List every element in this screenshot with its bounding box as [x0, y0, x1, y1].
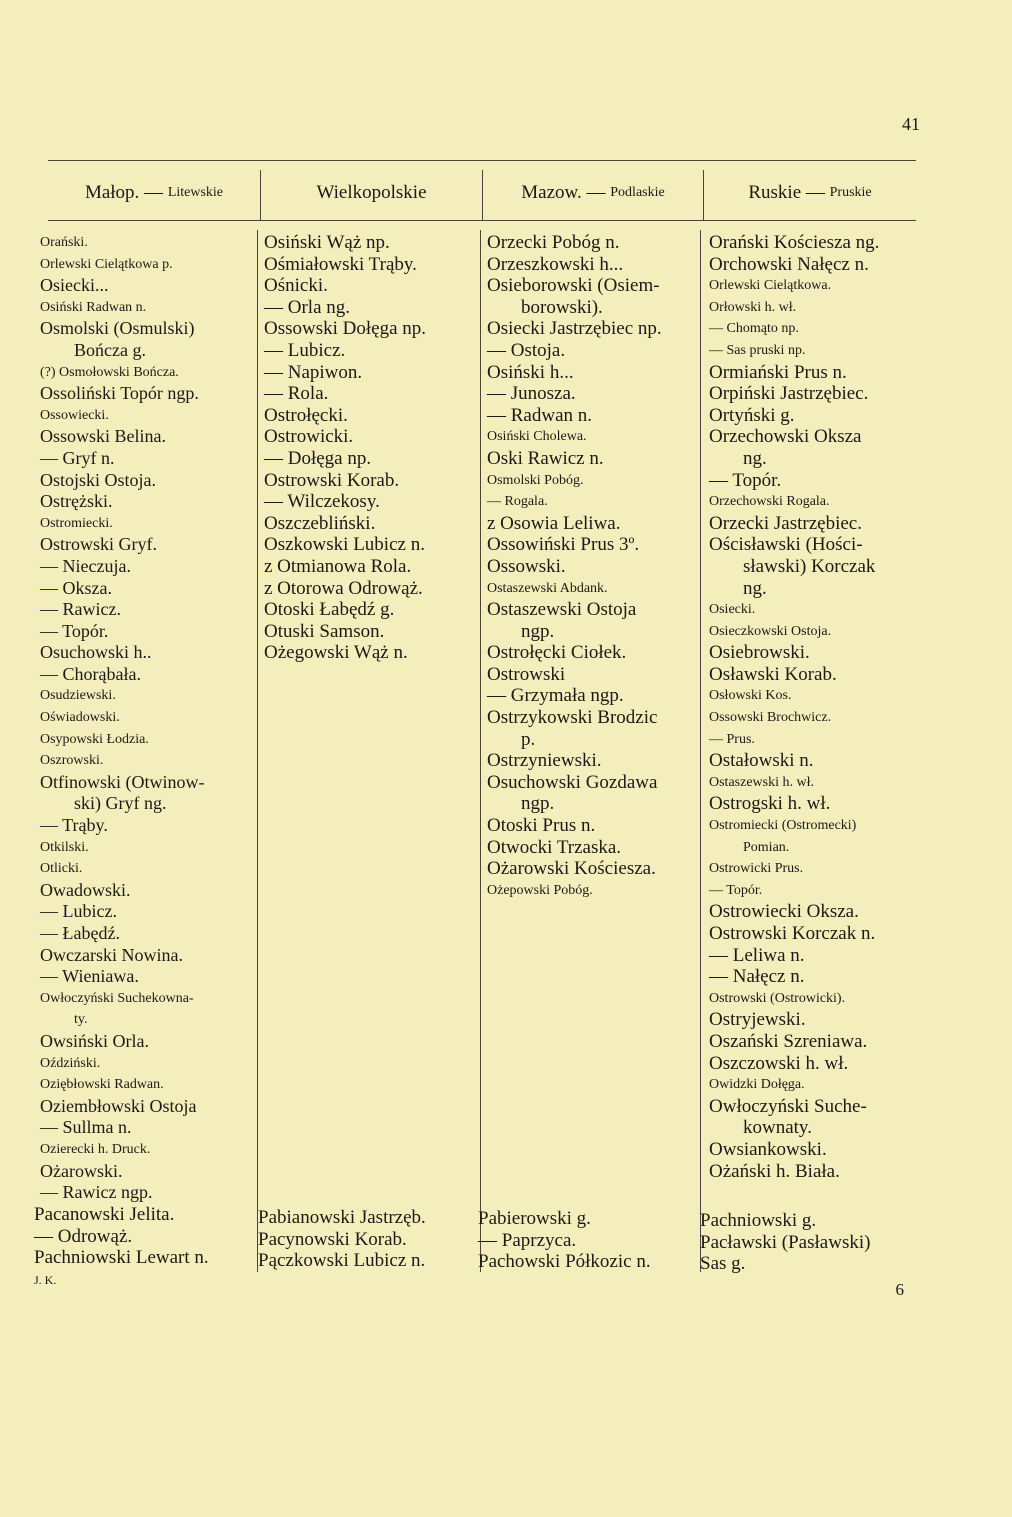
- p-entries-column-1: [34, 1204, 209, 1269]
- entry: Otoski Prus n.: [487, 815, 596, 837]
- entry: Osuchowski Gozdawa: [487, 771, 658, 793]
- entry: — Gryf n.: [40, 447, 115, 468]
- entry: Osypowski Łodzia.: [40, 731, 149, 747]
- entry: — Radwan n.: [487, 404, 593, 426]
- entry: Orzecki Jastrzębiec.: [709, 512, 862, 534]
- entry: Oszański Szreniawa.: [709, 1030, 868, 1052]
- entry: Ossowiecki.: [40, 407, 109, 423]
- entry: Ożański h. Biała.: [709, 1160, 840, 1182]
- entry: Ostryjewski.: [709, 1009, 806, 1031]
- entry: Otwocki Trzaska.: [487, 836, 622, 858]
- entry: — Grzymała ngp.: [487, 685, 624, 707]
- entry: Pacynowski Korab.: [258, 1228, 407, 1250]
- entry: Pabierowski g.: [478, 1208, 591, 1229]
- header-sub: Litewskie: [167, 185, 224, 200]
- entry: — Sas pruski np.: [709, 342, 806, 358]
- entry: — Chomąto np.: [709, 321, 799, 337]
- entry: Ostrzykowski Brodzic: [487, 707, 658, 729]
- header-rule: [48, 220, 916, 221]
- entry: Orchowski Nałęcz n.: [709, 253, 869, 275]
- entry: Ostrężski.: [40, 491, 113, 512]
- entry: — Rawicz ngp.: [40, 1182, 153, 1203]
- entry: Orański Kościesza ng.: [709, 232, 880, 253]
- p-entries-column-3: [478, 1208, 651, 1273]
- entry: Oszczowski h. wł.: [709, 1052, 849, 1074]
- entry: z Otmianowa Rola.: [264, 555, 412, 577]
- entry: — Napiwon.: [264, 361, 363, 383]
- entry: Pabianowski Jastrzęb.: [258, 1207, 426, 1228]
- entry: Otfinowski (Otwinow-: [40, 771, 205, 792]
- header-sub: Pruskie: [829, 185, 872, 200]
- p-entries-column-4: [700, 1210, 870, 1275]
- entry: Ożarowski.: [40, 1160, 123, 1181]
- entry: — Topór.: [40, 620, 109, 641]
- entry: Ostrowski Gryf.: [40, 534, 157, 555]
- entry: — Rola.: [264, 383, 329, 405]
- entry: Osmolski Pobóg.: [487, 472, 584, 488]
- entry: Osiński Wąż np.: [264, 232, 390, 253]
- entry: Pączkowski Lubicz n.: [258, 1250, 426, 1271]
- column-header-1: [48, 168, 260, 218]
- entry: Ossowski Belina.: [40, 426, 166, 447]
- entry: Ossoliński Topór ngp.: [40, 383, 199, 404]
- entry: Owłoczyński Suchekowna-: [40, 990, 194, 1006]
- entry: Ośmiałowski Trąby.: [264, 253, 417, 275]
- entry: Osłowski Kos.: [709, 688, 792, 704]
- entry: Pacanowski Jelita.: [34, 1204, 175, 1225]
- entry: (?) Osmołowski Bończa.: [40, 364, 179, 380]
- entry: Otoski Łabędź g.: [264, 599, 395, 621]
- sheet-number: 6: [895, 1280, 904, 1299]
- entry: — Junosza.: [487, 383, 576, 405]
- entry: Orzeszkowski h...: [487, 253, 624, 275]
- entry: — Nałęcz n.: [709, 966, 805, 988]
- entry: Pomian.: [743, 839, 790, 855]
- entry: Ostaszewski Ostoja: [487, 599, 637, 621]
- entry: Ostrowiecki Oksza.: [709, 901, 859, 923]
- entry: p.: [521, 728, 536, 750]
- entry: Ossowski Brochwicz.: [709, 710, 832, 726]
- entry: Oszkowski Lubicz n.: [264, 534, 425, 556]
- entry: Osiecki...: [40, 275, 109, 296]
- entry: Oszczebliński.: [264, 512, 376, 534]
- entry: Sas g.: [700, 1253, 746, 1274]
- header-main: Mazow. —: [521, 182, 606, 203]
- entry: — Dołęga np.: [264, 447, 372, 469]
- footer-signature: J. K.: [34, 1273, 57, 1287]
- entry: Orlewski Cielątkowa p.: [40, 256, 173, 272]
- column-header-2: [261, 168, 482, 218]
- entry: Ożegowski Wąż n.: [264, 642, 408, 664]
- entry: Orzechowski Rogala.: [709, 494, 830, 510]
- entry: Pachniowski g.: [700, 1210, 817, 1231]
- entry: kownaty.: [743, 1117, 812, 1139]
- entry: ng.: [743, 577, 767, 599]
- entry: Ostrołęcki.: [264, 404, 348, 426]
- entry: Oski Rawicz n.: [487, 447, 604, 469]
- entry: Orzecki Pobóg n.: [487, 232, 620, 253]
- entry: Ożepowski Pobóg.: [487, 882, 593, 898]
- entry: — Leliwa n.: [709, 944, 805, 966]
- entry: Orański.: [40, 235, 88, 250]
- entry: Ossowiński Prus 3º.: [487, 534, 640, 556]
- entry: — Rogala.: [487, 494, 548, 510]
- entry: — Odrowąż.: [34, 1225, 133, 1247]
- entry: — Orla ng.: [264, 296, 351, 318]
- entry: Owsiński Orla.: [40, 1030, 149, 1051]
- header-main: Ruskie —: [748, 182, 825, 203]
- entry: Osmolski (Osmulski): [40, 318, 195, 339]
- entry: Ostrowicki Prus.: [709, 861, 804, 877]
- entry: Ostrowicki.: [264, 426, 354, 448]
- header-main: Wielkopolskie: [316, 182, 427, 203]
- entry: — Wilczekosy.: [264, 491, 380, 513]
- entry: Bończa g.: [74, 339, 146, 360]
- column-divider: [480, 230, 481, 1272]
- entry: — Chorąbała.: [40, 663, 141, 684]
- entry: Osiecki Jastrzębiec np.: [487, 318, 662, 340]
- entries-column-3: [487, 232, 662, 901]
- entry: Ośnicki.: [264, 275, 328, 297]
- entry: Ostrzyniewski.: [487, 750, 602, 772]
- entry: Ozierecki h. Druck.: [40, 1141, 151, 1157]
- entry: Orzechowski Oksza: [709, 426, 862, 448]
- entry: Osiecki.: [709, 602, 756, 618]
- entry: — Oksza.: [40, 577, 112, 598]
- entry: Owidzki Dołęga.: [709, 1077, 805, 1093]
- p-entries-column-2: [258, 1207, 426, 1272]
- entry: Ostałowski n.: [709, 750, 814, 772]
- entry: Orpiński Jastrzębiec.: [709, 383, 869, 405]
- entry: Ostojski Ostoja.: [40, 469, 157, 490]
- entry: — Rawicz.: [40, 599, 121, 620]
- entry: Oświadowski.: [40, 710, 120, 726]
- entry: — Łabędź.: [40, 923, 120, 943]
- entry: — Lubicz.: [264, 339, 346, 361]
- entry: Ostrowski: [487, 663, 566, 685]
- entry: Ossowski.: [487, 555, 566, 577]
- entry: — Wieniawa.: [40, 966, 139, 987]
- entry: Oziembłowski Ostoja: [40, 1095, 197, 1116]
- entry: — Prus.: [709, 731, 755, 747]
- entry: Ostrowski (Ostrowicki).: [709, 990, 846, 1006]
- entry: Pachowski Półkozic n.: [478, 1251, 651, 1272]
- entry: ngp.: [521, 620, 555, 642]
- entries-column-1: [40, 232, 205, 1204]
- entry: Owsiankowski.: [709, 1138, 827, 1160]
- entry: Owczarski Nowina.: [40, 944, 183, 965]
- entry: Pacławski (Pasławski): [700, 1231, 871, 1253]
- entry: — Trąby.: [40, 815, 108, 836]
- entry: — Lubicz.: [40, 901, 117, 922]
- entry: Oziębłowski Radwan.: [40, 1077, 164, 1093]
- header-sub: Podlaskie: [610, 185, 665, 200]
- column-divider: [257, 230, 258, 1272]
- entry: — Paprzyca.: [478, 1229, 577, 1251]
- entry: Ościsławski (Hości-: [709, 534, 863, 556]
- entry: Ostrogski h. wł.: [709, 793, 831, 815]
- entry: sławski) Korczak: [743, 555, 876, 577]
- column-divider: [700, 230, 701, 1272]
- entry: Owadowski.: [40, 879, 131, 900]
- entry: Ożarowski Kościesza.: [487, 858, 656, 880]
- entries-column-2: [264, 232, 426, 664]
- entry: ty.: [74, 1012, 88, 1028]
- entry: Ostrołęcki Ciołek.: [487, 642, 627, 664]
- entry: Osieborowski (Osiem-: [487, 275, 660, 297]
- entry: Ostrowski Korczak n.: [709, 923, 876, 944]
- entry: Osławski Korab.: [709, 663, 837, 685]
- entry: ngp.: [521, 793, 555, 815]
- entry: Osiebrowski.: [709, 642, 810, 664]
- entries-column-4: [709, 232, 879, 1182]
- entry: Osuchowski h..: [40, 642, 152, 663]
- entry: z Otorowa Odrowąż.: [264, 577, 423, 599]
- entry: z Osowia Leliwa.: [487, 512, 621, 534]
- entry: Osiński Radwan n.: [40, 299, 147, 315]
- entry: — Topór.: [709, 469, 782, 491]
- entry: Otlicki.: [40, 861, 83, 877]
- entry: ski) Gryf ng.: [74, 793, 167, 814]
- entry: — Nieczuja.: [40, 555, 131, 576]
- entry: Orlewski Cielątkowa.: [709, 278, 832, 294]
- entry: Osiński h...: [487, 361, 574, 383]
- column-header-3: [483, 168, 703, 218]
- entry: Owłoczyński Suche-: [709, 1095, 867, 1117]
- page-number: 41: [902, 114, 920, 134]
- entry: Osudziewski.: [40, 688, 116, 704]
- entry: Otkilski.: [40, 839, 89, 855]
- entry: Ostromiecki.: [40, 515, 113, 531]
- entry: Ostaszewski h. wł.: [709, 774, 814, 790]
- entry: Ostrowski Korab.: [264, 469, 400, 491]
- top-rule: [48, 160, 916, 161]
- entry: Ormiański Prus n.: [709, 361, 847, 383]
- column-header-4: [704, 168, 916, 218]
- entry: — Topór.: [709, 882, 763, 898]
- entry: ng.: [743, 447, 767, 469]
- header-main: Małop. —: [84, 182, 164, 203]
- entry: Pachniowski Lewart n.: [34, 1247, 209, 1268]
- entry: Ostaszewski Abdank.: [487, 580, 608, 596]
- entry: — Sullma n.: [40, 1117, 132, 1138]
- entry: Otuski Samson.: [264, 620, 385, 642]
- entry: — Ostoja.: [487, 339, 566, 361]
- entry: Osieczkowski Ostoja.: [709, 623, 832, 639]
- entry: Ossowski Dołęga np.: [264, 318, 427, 340]
- entry: Orłowski h. wł.: [709, 299, 797, 315]
- entry: Ortyński g.: [709, 404, 795, 426]
- entry: Osiński Cholewa.: [487, 429, 587, 445]
- entry: Oździński.: [40, 1055, 101, 1071]
- entry: Oszrowski.: [40, 753, 104, 769]
- entry: borowski).: [521, 296, 603, 318]
- entry: Ostromiecki (Ostromecki): [709, 818, 857, 834]
